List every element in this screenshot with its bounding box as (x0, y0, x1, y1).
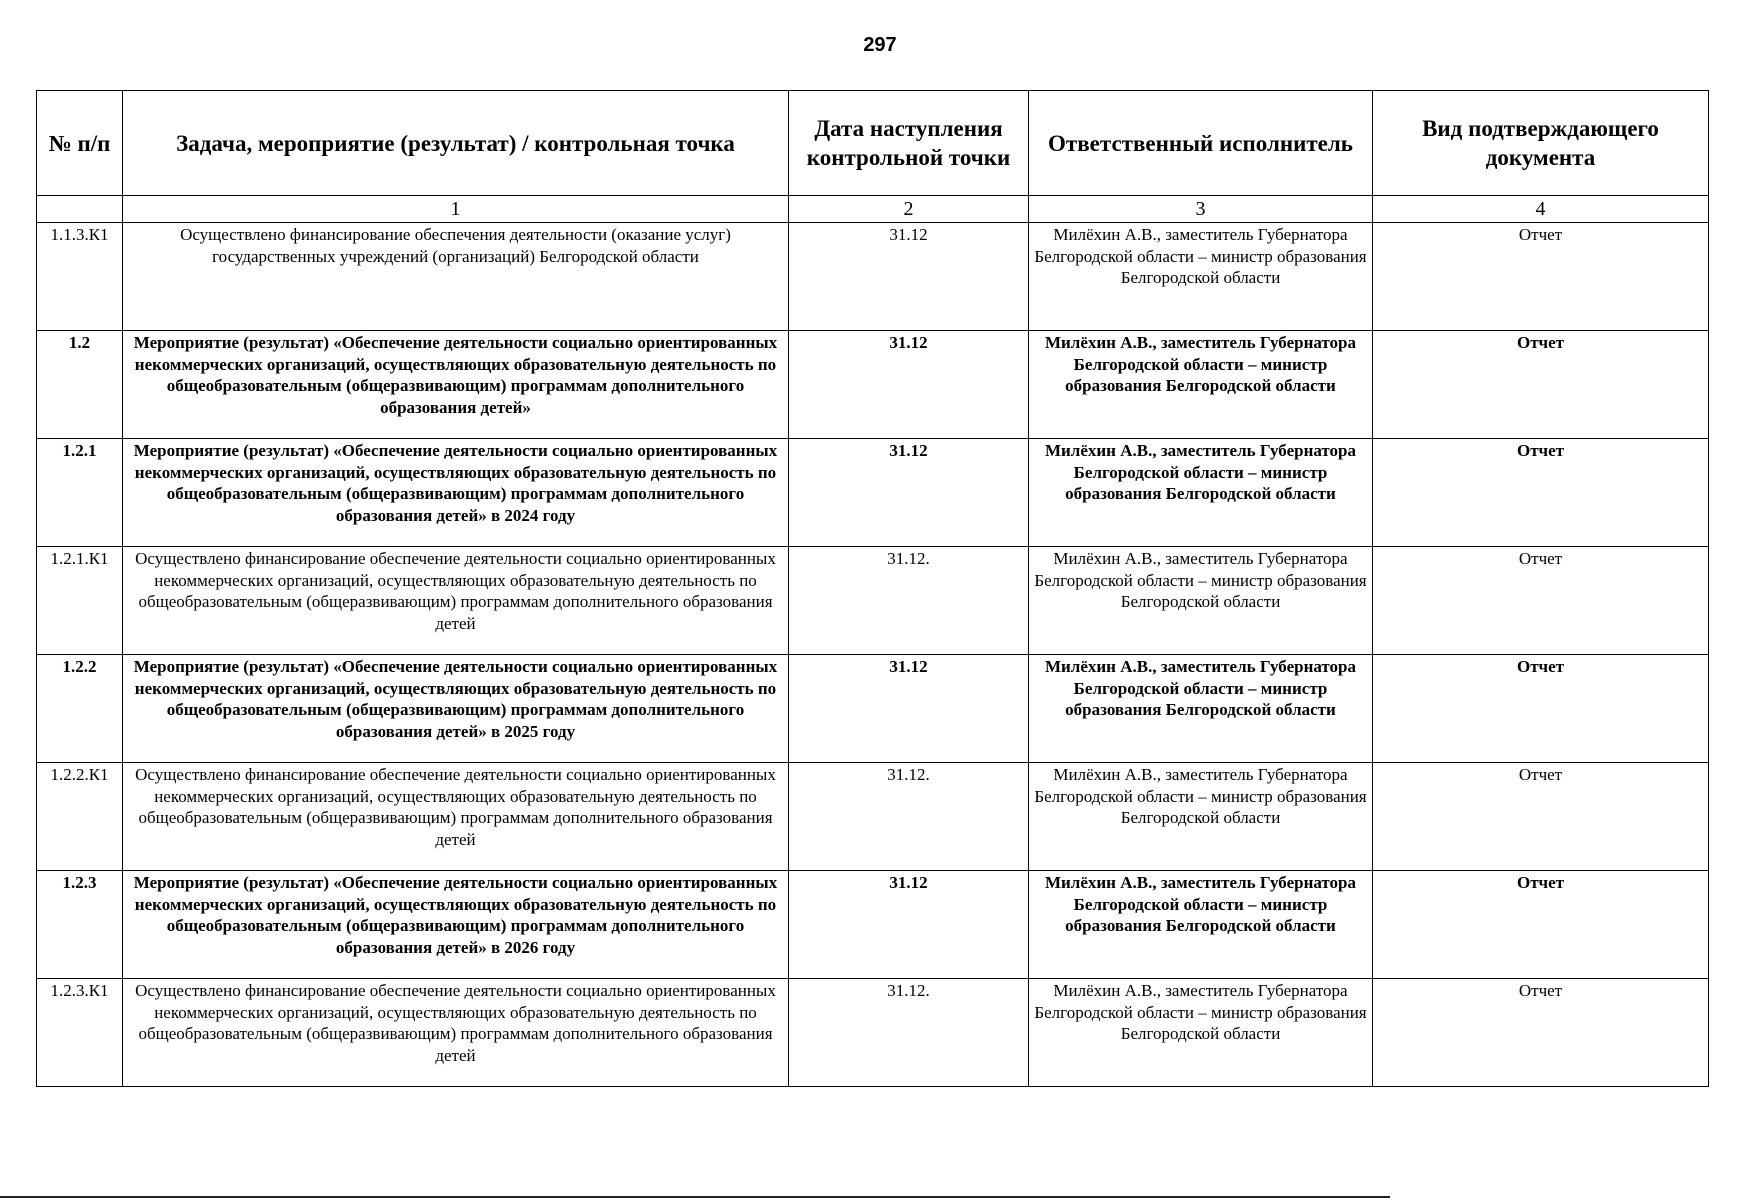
table-row (37, 655, 1709, 763)
row-responsible: Милёхин А.В., заместитель Губернатора Белгородской области – министр образования Белгородской области (1029, 547, 1373, 655)
row-doc: Отчет (1373, 439, 1709, 547)
column-number-row (37, 196, 1709, 223)
row-date: 31.12. (789, 979, 1029, 1087)
bottom-divider (0, 1196, 1390, 1198)
row-number: 1.2 (37, 331, 123, 439)
header-doc: Вид подтверждающего документа (1373, 91, 1709, 196)
row-task: Мероприятие (результат) «Обеспечение деятельности социально ориентированных некоммерческих организаций, осуществляющих образовательную деятельность по общеобразовательным (общеразвивающим) программам дополнительного образования детей» в 2026 году (123, 871, 789, 979)
row-responsible: Милёхин А.В., заместитель Губернатора Белгородской области – министр образования Белгородской области (1029, 763, 1373, 871)
header-responsible: Ответственный исполнитель (1029, 91, 1373, 196)
table-row (37, 439, 1709, 547)
column-number-4: 4 (1373, 196, 1709, 223)
row-number: 1.1.3.К1 (37, 223, 123, 331)
row-date: 31.12 (789, 655, 1029, 763)
header-task: Задача, мероприятие (результат) / контрольная точка (123, 91, 789, 196)
row-date: 31.12 (789, 331, 1029, 439)
column-number-1: 1 (123, 196, 789, 223)
column-number-3: 3 (1029, 196, 1373, 223)
row-responsible: Милёхин А.В., заместитель Губернатора Белгородской области – министр образования Белгородской области (1029, 223, 1373, 331)
table-row (37, 547, 1709, 655)
row-date: 31.12 (789, 439, 1029, 547)
row-number: 1.2.1.К1 (37, 547, 123, 655)
row-number: 1.2.1 (37, 439, 123, 547)
row-number: 1.2.3 (37, 871, 123, 979)
table-row (37, 331, 1709, 439)
row-responsible: Милёхин А.В., заместитель Губернатора Белгородской области – министр образования Белгородской области (1029, 439, 1373, 547)
row-task: Осуществлено финансирование обеспечение деятельности социально ориентированных некоммерческих организаций, осуществляющих образовательную деятельность по общеобразовательным (общеразвивающим) программам дополнительного образования детей (123, 979, 789, 1087)
row-doc: Отчет (1373, 871, 1709, 979)
header-num: № п/п (37, 91, 123, 196)
row-task: Осуществлено финансирование обеспечение деятельности социально ориентированных некоммерческих организаций, осуществляющих образовательную деятельность по общеобразовательным (общеразвивающим) программам дополнительного образования детей (123, 763, 789, 871)
column-number-blank (37, 196, 123, 223)
row-number: 1.2.2 (37, 655, 123, 763)
control-points-table (36, 90, 1709, 1087)
row-date: 31.12 (789, 871, 1029, 979)
row-responsible: Милёхин А.В., заместитель Губернатора Белгородской области – министр образования Белгородской области (1029, 331, 1373, 439)
row-task: Мероприятие (результат) «Обеспечение деятельности социально ориентированных некоммерческих организаций, осуществляющих образовательную деятельность по общеобразовательным (общеразвивающим) программам дополнительного образования детей» (123, 331, 789, 439)
table-row (37, 979, 1709, 1087)
row-date: 31.12. (789, 547, 1029, 655)
row-doc: Отчет (1373, 655, 1709, 763)
row-doc: Отчет (1373, 979, 1709, 1087)
row-date: 31.12 (789, 223, 1029, 331)
row-doc: Отчет (1373, 547, 1709, 655)
row-date: 31.12. (789, 763, 1029, 871)
row-task: Осуществлено финансирование обеспечения деятельности (оказание услуг) государственных учреждений (организаций) Белгородской области (123, 223, 789, 331)
row-number: 1.2.2.К1 (37, 763, 123, 871)
row-task: Мероприятие (результат) «Обеспечение деятельности социально ориентированных некоммерческих организаций, осуществляющих образовательную деятельность по общеобразовательным (общеразвивающим) программам дополнительного образования детей» в 2025 году (123, 655, 789, 763)
row-responsible: Милёхин А.В., заместитель Губернатора Белгородской области – министр образования Белгородской области (1029, 871, 1373, 979)
table-body (37, 223, 1709, 1087)
table-row (37, 223, 1709, 331)
page-number: 297 (863, 34, 897, 56)
header-date: Дата наступления контрольной точки (789, 91, 1029, 196)
row-responsible: Милёхин А.В., заместитель Губернатора Белгородской области – министр образования Белгородской области (1029, 979, 1373, 1087)
row-doc: Отчет (1373, 223, 1709, 331)
table-row (37, 763, 1709, 871)
row-number: 1.2.3.К1 (37, 979, 123, 1087)
row-responsible: Милёхин А.В., заместитель Губернатора Белгородской области – министр образования Белгородской области (1029, 655, 1373, 763)
row-doc: Отчет (1373, 331, 1709, 439)
table-row (37, 871, 1709, 979)
table-header-row (37, 91, 1709, 196)
row-task: Осуществлено финансирование обеспечение деятельности социально ориентированных некоммерческих организаций, осуществляющих образовательную деятельность по общеобразовательным (общеразвивающим) программам дополнительного образования детей (123, 547, 789, 655)
column-number-2: 2 (789, 196, 1029, 223)
row-doc: Отчет (1373, 763, 1709, 871)
row-task: Мероприятие (результат) «Обеспечение деятельности социально ориентированных некоммерческих организаций, осуществляющих образовательную деятельность по общеобразовательным (общеразвивающим) программам дополнительного образования детей» в 2024 году (123, 439, 789, 547)
